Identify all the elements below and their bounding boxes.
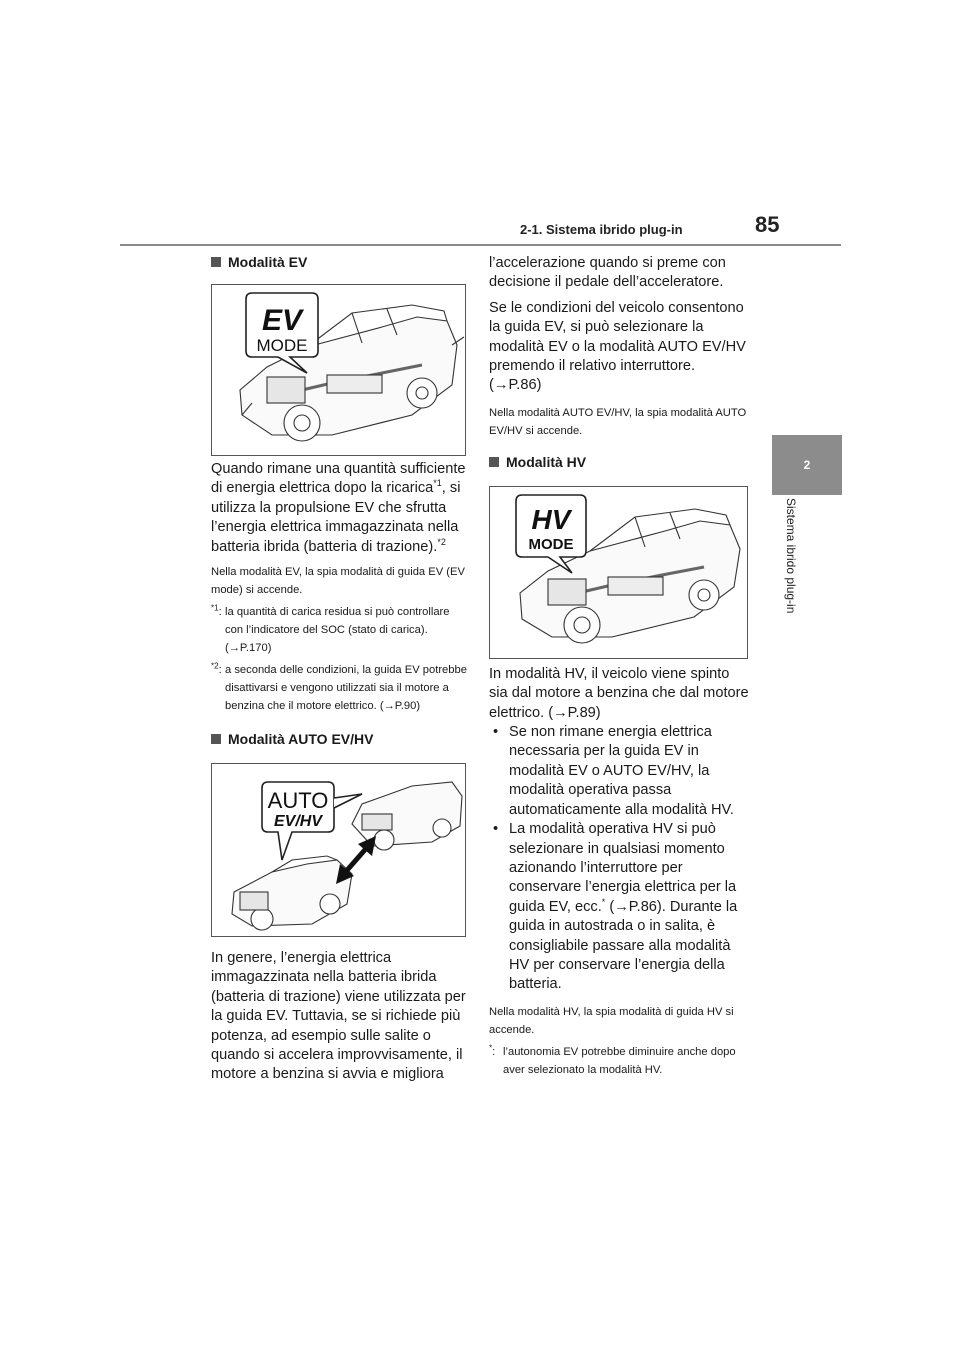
hv-bullet-1 <box>489 723 751 820</box>
heading-ev-mode-text: Modalità EV <box>228 254 308 270</box>
hv-bullet-2-part1: La modalità operativa HV si può selezionare in qualsiasi momento azionando l’interruttore per conservare l’energia elettrica per la guida EV, ecc. <box>509 821 737 915</box>
heading-hv-mode-text: Modalità HV <box>506 453 587 470</box>
left-column <box>211 254 469 1085</box>
hv-bullet-2-part2: (→P.86). Durante la guida in autostrada o in salita, è consigliabile passare alla modalità HV per conservare l’energia della batteria. <box>509 898 738 993</box>
square-bullet-icon <box>211 734 221 744</box>
heading-hv-mode <box>489 454 751 470</box>
bullet-dot-icon: • <box>493 724 499 741</box>
auto-paragraph: In genere, l’energia elettrica immagazzinata nella batteria ibrida (batteria di trazione) viene utilizzata per la guida EV. Tuttavia, se si richiede più potenza, ad esempio sulle salite o quando si accelera improvvisamente, il motore a benzina si avvia e migliora <box>211 950 466 1083</box>
hv-small-text: Nella modalità HV, la spia modalità di guida HV si accende. <box>489 1005 734 1036</box>
ev-footnote-ref-2: *2 <box>437 536 446 547</box>
hv-bullet-2 <box>489 820 751 995</box>
figure-hv-mode <box>489 486 748 659</box>
bullet-dot-icon: • <box>493 821 499 838</box>
hv-note: *: l’autonomia EV potrebbe diminuire anche dopo aver selezionato la modalità HV. <box>489 1043 751 1079</box>
right-column <box>489 254 751 1079</box>
hv-badge-line1: HV <box>531 503 571 535</box>
auto-badge-line1: AUTO <box>267 788 329 814</box>
header-rule <box>120 244 841 246</box>
hv-footnote-ref: * <box>601 896 606 907</box>
chapter-label <box>782 498 802 698</box>
auto-small-text: Nella modalità AUTO EV/HV, la spia modalità AUTO EV/HV si accende. <box>489 406 747 437</box>
ev-note-1: $^{*1}$: la quantità di carica residua si può controllare con l’indicatore del SOC (stato di carica). (→P.170) <box>211 603 469 657</box>
hv-badge-line2: MODE <box>528 535 574 553</box>
hv-note-mark: * <box>489 1043 493 1053</box>
ev-badge-line2: MODE <box>256 336 308 355</box>
ev-car-illustration <box>212 285 465 455</box>
figure-ev-mode <box>211 284 466 456</box>
ev-badge-line1: EV <box>261 304 303 337</box>
ev-note-1-text: la quantità di carica residua si può controllare con l’indicatore del SOC (stato di carica). (→P.170) <box>225 606 450 655</box>
square-bullet-icon <box>489 457 499 467</box>
auto-badge-line2: EV/HV <box>273 813 323 831</box>
ev-small-text: Nella modalità EV, la spia modalità di guida EV (EV mode) si accende. <box>211 566 465 597</box>
auto-mode-badge <box>262 782 362 860</box>
ev-paragraph <box>211 460 469 557</box>
ev-paragraph-part2: , si utilizza la propulsione EV che sfrutta l’energia elettrica immagazzinata nella batteria ibrida (batteria di trazione). <box>211 480 461 555</box>
chapter-label-text: Sistema ibrido plug-in <box>784 498 798 614</box>
heading-ev-mode <box>211 254 469 270</box>
ev-note-1-mark: *1 <box>211 603 219 613</box>
ev-note-2-text: a seconda delle condizioni, la guida EV potrebbe disattivarsi e vengono utilizzati sia il motore a benzina che il motore elettrico. (→P.90) <box>225 664 467 713</box>
square-bullet-icon <box>211 257 221 267</box>
auto-cars-illustration <box>212 764 465 936</box>
heading-auto-mode-text: Modalità AUTO EV/HV <box>228 731 374 748</box>
ev-footnote-ref-1: *1 <box>433 478 442 489</box>
hv-car-illustration <box>490 487 747 658</box>
switch-paragraph: Se le condizioni del veicolo consentono la guida EV, si può selezionare la modalità EV o la modalità AUTO EV/HV premendo il relativo interruttore. (→P.86) <box>489 299 746 394</box>
hv-bullet-1-text: Se non rimane energia elettrica necessaria per la guida EV in modalità EV o AUTO EV/HV, la modalità operativa passa automaticamente alla modalità HV. <box>509 724 734 818</box>
hv-paragraph: In modalità HV, il veicolo viene spinto sia dal motore a benzina che dal motore elettrico. (→P.89) <box>489 665 749 721</box>
chapter-number: 2 <box>803 458 811 472</box>
section-title: 2-1. Sistema ibrido plug-in <box>520 222 683 237</box>
hv-note-text: l’autonomia EV potrebbe diminuire anche dopo aver selezionato la modalità HV. <box>503 1045 736 1076</box>
hv-bullet-2-text <box>509 820 751 995</box>
heading-auto-mode <box>211 731 469 747</box>
page-number: 85 <box>755 212 780 237</box>
double-arrow-icon <box>336 836 376 884</box>
figure-auto-mode <box>211 763 466 937</box>
ev-note-2-mark: *2 <box>211 661 219 671</box>
ev-paragraph-part1: Quando rimane una quantità sufficiente di energia elettrica dopo la ricarica <box>211 461 466 497</box>
continued-paragraph: l’accelerazione quando si preme con decisione il pedale dell’acceleratore. <box>489 255 726 291</box>
ev-note-2: $^{*2}$: a seconda delle condizioni, la guida EV potrebbe disattivarsi e vengono utilizzati sia il motore a benzina che il motore elettrico. (→P.90) <box>211 661 469 715</box>
